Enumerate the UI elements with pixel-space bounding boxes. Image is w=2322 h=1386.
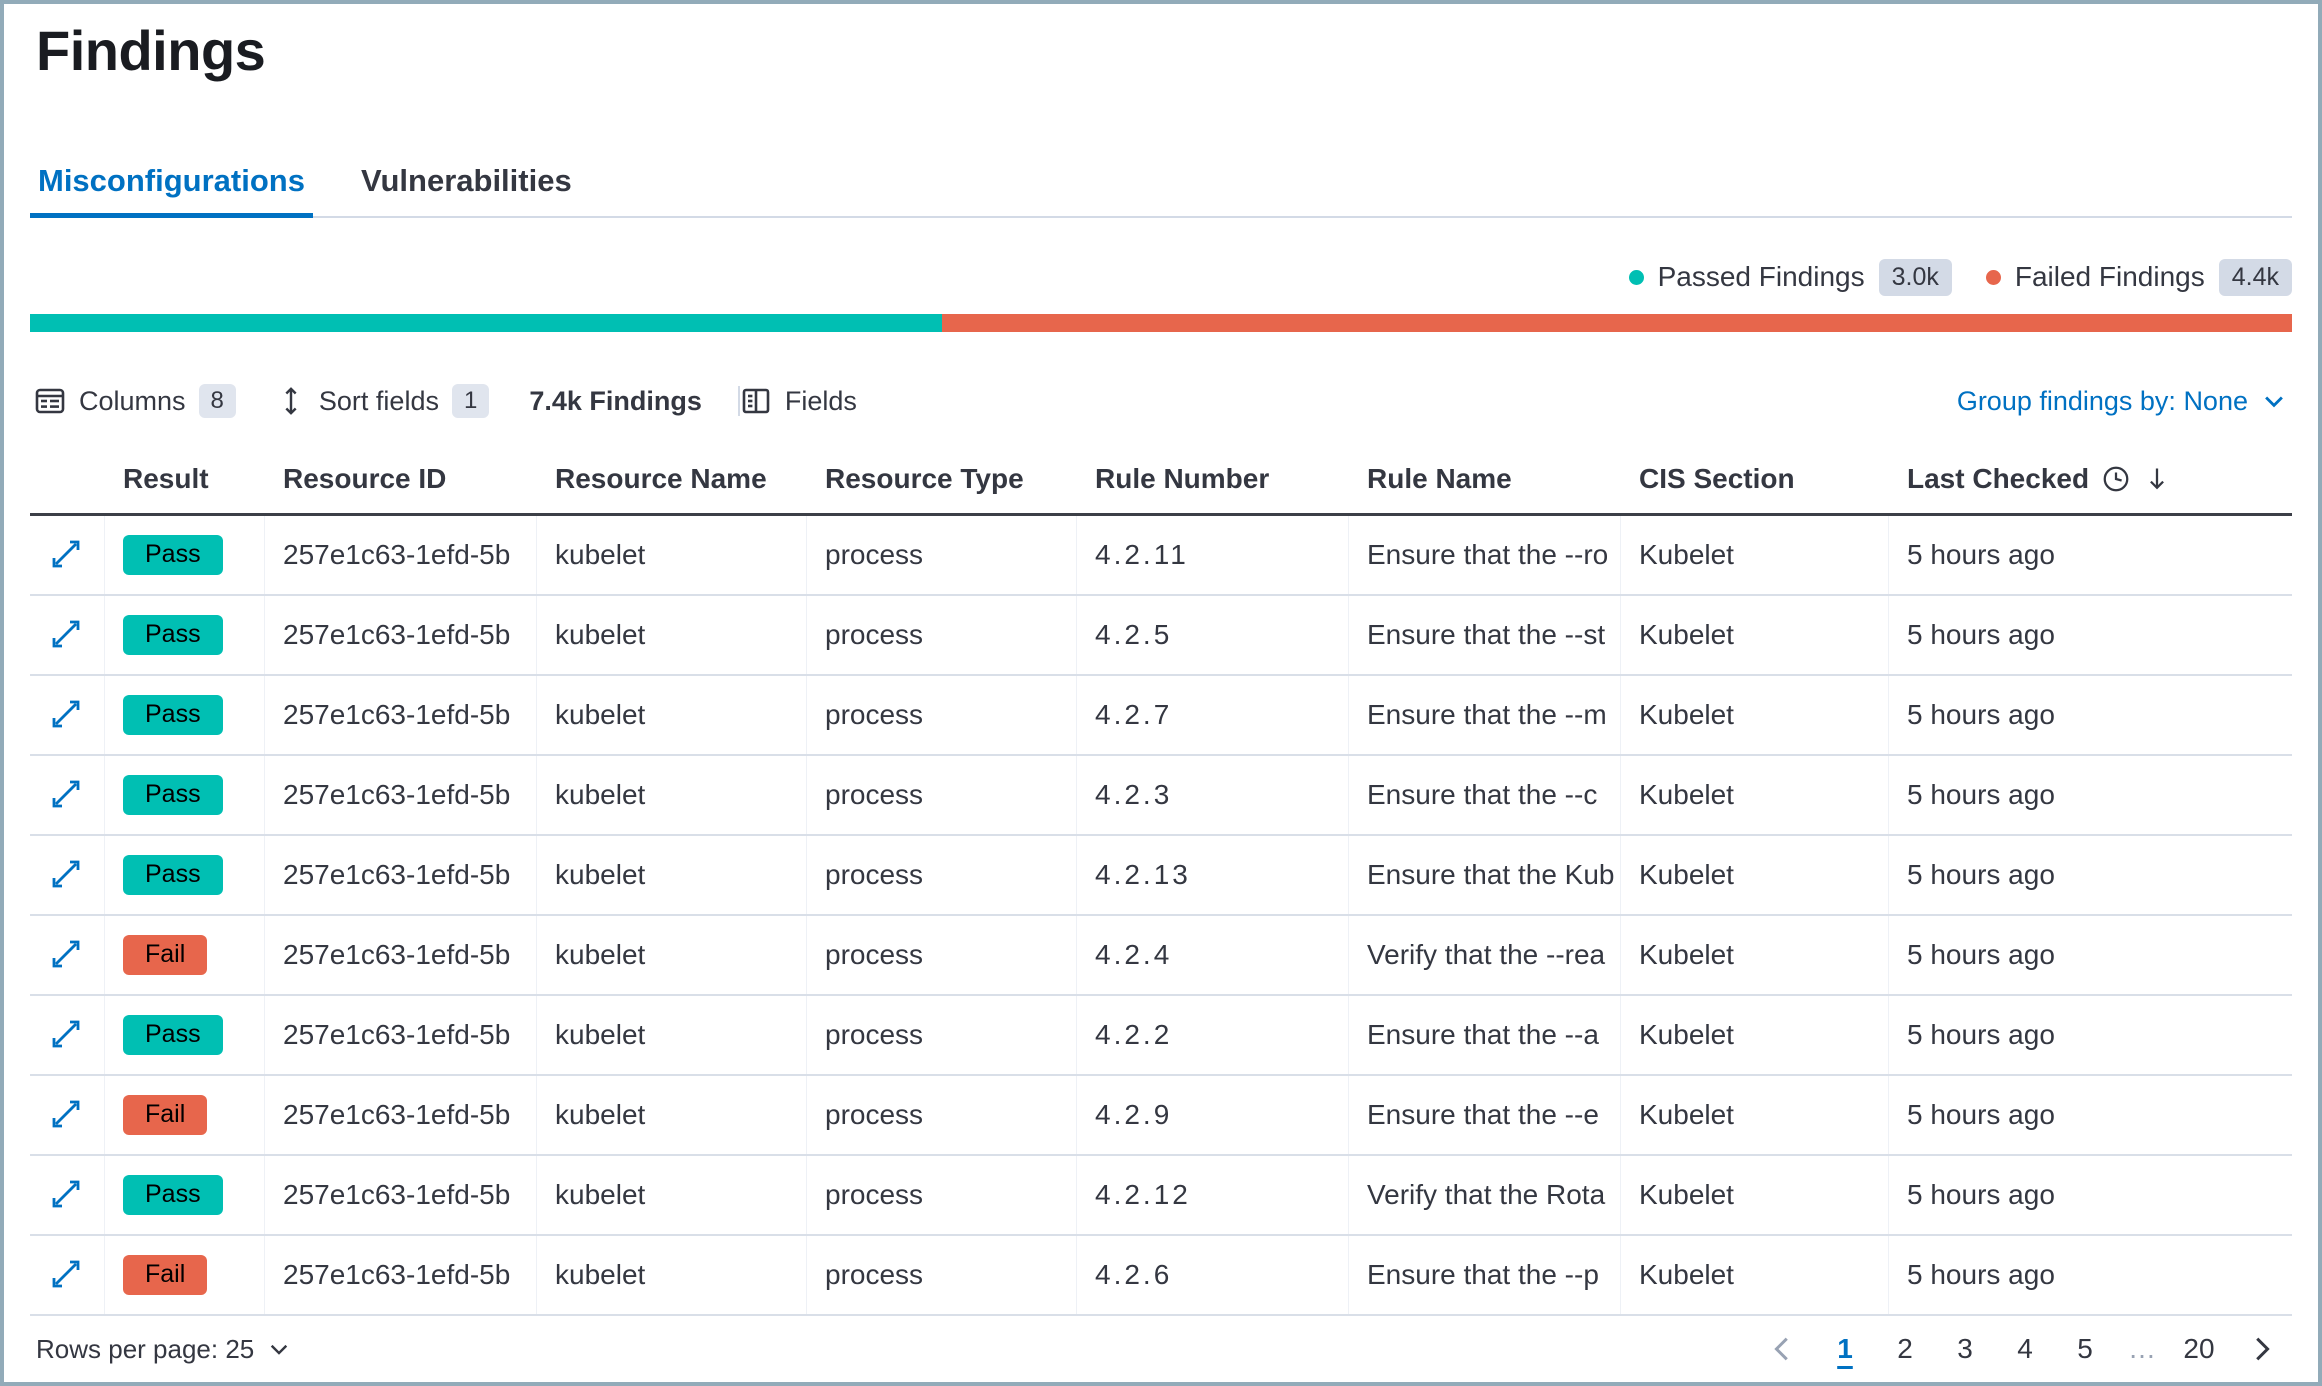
page-button-20[interactable]: 20 — [2176, 1326, 2222, 1372]
cell-rule-number[interactable]: 4.2.5 — [1077, 596, 1349, 674]
expand-row-button[interactable] — [44, 772, 88, 819]
passed-bar-segment[interactable] — [30, 314, 942, 332]
cell-result[interactable] — [105, 1076, 265, 1154]
cell-resource-id[interactable]: 257e1c63-1efd-5b — [265, 996, 537, 1074]
cell-expand — [30, 676, 105, 754]
result-badge: Fail — [123, 1095, 207, 1135]
findings-table — [30, 444, 2292, 1316]
cell-rule-number[interactable]: 4.2.11 — [1077, 516, 1349, 594]
cell-resource-name[interactable]: kubelet — [537, 1236, 807, 1314]
sort-arrows-icon — [276, 386, 306, 416]
cell-resource-type[interactable]: process — [807, 756, 1077, 834]
result-badge: Pass — [123, 775, 223, 815]
group-findings-by-dropdown[interactable] — [1957, 386, 2288, 417]
expand-row-button[interactable] — [44, 1012, 88, 1059]
sort-fields-button[interactable] — [276, 384, 489, 418]
chevron-right-icon — [2246, 1334, 2276, 1364]
cell-expand — [30, 996, 105, 1074]
expand-row-button[interactable] — [44, 1092, 88, 1139]
cell-cis-section[interactable]: Kubelet — [1621, 516, 1889, 594]
cell-rule-number[interactable]: 4.2.6 — [1077, 1236, 1349, 1314]
expand-row-button[interactable] — [44, 532, 88, 579]
expand-row-button[interactable] — [44, 932, 88, 979]
cell-expand — [30, 516, 105, 594]
cell-resource-name[interactable]: kubelet — [537, 916, 807, 994]
expand-icon — [50, 1098, 82, 1130]
expand-row-button[interactable] — [44, 612, 88, 659]
chevron-down-icon — [2260, 387, 2288, 415]
cell-result[interactable] — [105, 676, 265, 754]
cell-resource-id[interactable]: 257e1c63-1efd-5b — [265, 1156, 537, 1234]
cell-last-checked[interactable]: 5 hours ago — [1907, 779, 2055, 810]
cell-rule-name[interactable]: Ensure that the --a — [1349, 996, 1621, 1074]
cell-resource-type[interactable]: process — [807, 596, 1077, 674]
cell-resource-type[interactable]: process — [807, 996, 1077, 1074]
table-row — [30, 1156, 2292, 1236]
table-row — [30, 756, 2292, 836]
sort-desc-arrow-icon — [2143, 465, 2171, 493]
tab-vulnerabilities[interactable]: Vulnerabilities — [360, 163, 572, 198]
legend-item — [1629, 259, 1952, 296]
cell-rule-name[interactable]: Ensure that the Kub — [1349, 836, 1621, 914]
pagination — [1758, 1326, 2286, 1372]
cell-rule-name[interactable]: Ensure that the --st — [1349, 596, 1621, 674]
columns-grid-icon — [34, 385, 66, 417]
cell-expand — [30, 756, 105, 834]
table-row — [30, 596, 2292, 676]
result-badge: Pass — [123, 695, 223, 735]
cell-cis-section[interactable]: Kubelet — [1621, 1156, 1889, 1234]
page-button-2[interactable]: 2 — [1882, 1326, 1928, 1372]
legend-label: Passed Findings — [1657, 261, 1865, 292]
expand-icon — [50, 778, 82, 810]
result-badge: Pass — [123, 1015, 223, 1055]
cell-result[interactable] — [105, 996, 265, 1074]
cell-resource-name[interactable]: kubelet — [537, 836, 807, 914]
cell-resource-id[interactable]: 257e1c63-1efd-5b — [265, 596, 537, 674]
cell-last-checked[interactable]: 5 hours ago — [1907, 939, 2055, 970]
legend-count-badge: 3.0k — [1879, 259, 1952, 296]
cell-rule-name[interactable]: Ensure that the --e — [1349, 1076, 1621, 1154]
header-rule-number[interactable]: Rule Number — [1095, 462, 1270, 494]
expand-icon — [50, 1258, 82, 1290]
pass-fail-distribution-bar — [30, 314, 2292, 332]
cell-resource-id[interactable]: 257e1c63-1efd-5b — [265, 836, 537, 914]
table-row — [30, 1236, 2292, 1316]
legend-dot-icon — [1629, 270, 1644, 285]
sort-fields-label: Sort fields — [318, 385, 439, 416]
chevron-left-icon — [1768, 1334, 1798, 1364]
cell-rule-name[interactable]: Ensure that the --m — [1349, 676, 1621, 754]
cell-cis-section[interactable]: Kubelet — [1621, 1076, 1889, 1154]
cell-last-checked[interactable]: 5 hours ago — [1907, 1099, 2055, 1130]
cell-resource-type[interactable]: process — [807, 836, 1077, 914]
cell-resource-name[interactable]: kubelet — [537, 756, 807, 834]
tab-bar — [30, 160, 2292, 218]
cell-expand — [30, 836, 105, 914]
cell-rule-name[interactable]: Verify that the --rea — [1349, 916, 1621, 994]
legend-dot-icon — [1986, 270, 2001, 285]
cell-rule-number[interactable]: 4.2.9 — [1077, 1076, 1349, 1154]
header-rule-name[interactable]: Rule Name — [1367, 462, 1512, 494]
cell-result[interactable] — [105, 1236, 265, 1314]
cell-resource-name[interactable]: kubelet — [537, 596, 807, 674]
cell-rule-name[interactable]: Ensure that the --c — [1349, 756, 1621, 834]
cell-expand — [30, 916, 105, 994]
fields-label: Fields — [784, 385, 857, 416]
cell-rule-number[interactable]: 4.2.4 — [1077, 916, 1349, 994]
cell-resource-type[interactable]: process — [807, 1236, 1077, 1314]
columns-selector-button[interactable] — [34, 384, 236, 418]
header-resource-id[interactable]: Resource ID — [283, 462, 447, 494]
clock-icon — [2101, 464, 2131, 494]
page-button-1[interactable]: 1 — [1822, 1326, 1868, 1372]
cell-cis-section[interactable]: Kubelet — [1621, 756, 1889, 834]
expand-row-button[interactable] — [44, 692, 88, 739]
cell-resource-type[interactable]: process — [807, 916, 1077, 994]
cell-resource-name[interactable]: kubelet — [537, 516, 807, 594]
cell-rule-number[interactable]: 4.2.13 — [1077, 836, 1349, 914]
findings-distribution-legend — [30, 256, 2292, 298]
header-last-checked[interactable]: Last Checked — [1889, 463, 2292, 495]
sort-fields-count-badge: 1 — [452, 384, 489, 418]
cell-last-checked[interactable]: 5 hours ago — [1907, 1019, 2055, 1050]
cell-result[interactable] — [105, 836, 265, 914]
cell-cis-section[interactable]: Kubelet — [1621, 596, 1889, 674]
cell-resource-type[interactable]: process — [807, 1076, 1077, 1154]
cell-resource-id[interactable]: 257e1c63-1efd-5b — [265, 1076, 537, 1154]
cell-expand — [30, 1076, 105, 1154]
result-badge: Pass — [123, 1175, 223, 1215]
findings-count: 7.4k Findings — [529, 385, 702, 416]
cell-resource-type[interactable]: process — [807, 516, 1077, 594]
table-row — [30, 916, 2292, 996]
table-row — [30, 1076, 2292, 1156]
previous-page-button[interactable] — [1758, 1330, 1808, 1368]
cell-resource-type[interactable]: process — [807, 1156, 1077, 1234]
rows-per-page-dropdown[interactable] — [36, 1334, 292, 1365]
cell-result[interactable] — [105, 516, 265, 594]
cell-expand — [30, 596, 105, 674]
cell-last-checked[interactable]: 5 hours ago — [1907, 539, 2055, 570]
cell-resource-name[interactable]: kubelet — [537, 676, 807, 754]
fields-panel-icon — [740, 385, 772, 417]
rows-per-page-label: Rows per page: 25 — [36, 1333, 255, 1364]
result-badge: Fail — [123, 1255, 207, 1295]
cell-rule-name[interactable]: Ensure that the --p — [1349, 1236, 1621, 1314]
cell-resource-name[interactable]: kubelet — [537, 1076, 807, 1154]
cell-expand — [30, 1236, 105, 1314]
expand-icon — [50, 1018, 82, 1050]
cell-resource-type[interactable]: process — [807, 676, 1077, 754]
failed-bar-segment[interactable] — [942, 314, 2292, 332]
result-badge: Fail — [123, 935, 207, 975]
cell-cis-section[interactable]: Kubelet — [1621, 996, 1889, 1074]
cell-resource-id[interactable]: 257e1c63-1efd-5b — [265, 516, 537, 594]
expand-icon — [50, 938, 82, 970]
table-body — [30, 516, 2292, 1316]
cell-last-checked[interactable]: 5 hours ago — [1907, 619, 2055, 650]
header-resource-name[interactable]: Resource Name — [555, 462, 767, 494]
legend-item — [1986, 259, 2292, 296]
tab-misconfigurations[interactable]: Misconfigurations — [36, 160, 307, 216]
cell-resource-id[interactable]: 257e1c63-1efd-5b — [265, 916, 537, 994]
header-cis-section[interactable]: CIS Section — [1639, 462, 1795, 494]
cell-cis-section[interactable]: Kubelet — [1621, 916, 1889, 994]
expand-icon — [50, 538, 82, 570]
table-footer — [30, 1316, 2292, 1382]
cell-resource-id[interactable]: 257e1c63-1efd-5b — [265, 756, 537, 834]
group-findings-by-label: Group findings by: None — [1956, 385, 2248, 416]
cell-result[interactable] — [105, 916, 265, 994]
pagination-ellipsis: … — [2128, 1333, 2156, 1364]
fields-button[interactable] — [740, 385, 857, 417]
cell-rule-name[interactable]: Verify that the Rota — [1349, 1156, 1621, 1234]
result-badge: Pass — [123, 615, 223, 655]
cell-resource-name[interactable]: kubelet — [537, 996, 807, 1074]
cell-cis-section[interactable]: Kubelet — [1621, 836, 1889, 914]
table-header-row — [30, 444, 2292, 516]
cell-result[interactable] — [105, 596, 265, 674]
cell-cis-section[interactable]: Kubelet — [1621, 1236, 1889, 1314]
result-badge: Pass — [123, 535, 223, 575]
table-row — [30, 996, 2292, 1076]
expand-row-button[interactable] — [44, 1252, 88, 1299]
page-button-3[interactable]: 3 — [1942, 1326, 1988, 1372]
page-button-5[interactable]: 5 — [2062, 1326, 2108, 1372]
cell-resource-id[interactable]: 257e1c63-1efd-5b — [265, 1236, 537, 1314]
header-result[interactable]: Result — [123, 462, 209, 494]
columns-count-badge: 8 — [199, 384, 236, 418]
cell-rule-number[interactable]: 4.2.2 — [1077, 996, 1349, 1074]
page-title: Findings — [36, 19, 266, 82]
datagrid-toolbar — [30, 378, 2292, 424]
cell-last-checked[interactable]: 5 hours ago — [1907, 699, 2055, 730]
expand-row-button[interactable] — [44, 852, 88, 899]
cell-last-checked[interactable]: 5 hours ago — [1907, 859, 2055, 890]
cell-resource-id[interactable]: 257e1c63-1efd-5b — [265, 676, 537, 754]
columns-label: Columns — [79, 385, 186, 416]
result-badge: Pass — [123, 855, 223, 895]
page-button-4[interactable]: 4 — [2002, 1326, 2048, 1372]
chevron-down-icon — [266, 1336, 292, 1362]
cell-rule-number[interactable]: 4.2.3 — [1077, 756, 1349, 834]
expand-row-button[interactable] — [44, 1172, 88, 1219]
legend-count-badge: 4.4k — [2219, 259, 2292, 296]
cell-last-checked[interactable]: 5 hours ago — [1907, 1179, 2055, 1210]
next-page-button[interactable] — [2236, 1330, 2286, 1368]
cell-resource-name[interactable]: kubelet — [537, 1156, 807, 1234]
table-row — [30, 676, 2292, 756]
table-row — [30, 836, 2292, 916]
cell-rule-number[interactable]: 4.2.12 — [1077, 1156, 1349, 1234]
cell-cis-section[interactable]: Kubelet — [1621, 676, 1889, 754]
expand-icon — [50, 1178, 82, 1210]
cell-last-checked[interactable]: 5 hours ago — [1907, 1259, 2055, 1290]
cell-rule-name[interactable]: Ensure that the --ro — [1349, 516, 1621, 594]
cell-rule-number[interactable]: 4.2.7 — [1077, 676, 1349, 754]
cell-result[interactable] — [105, 756, 265, 834]
expand-icon — [50, 618, 82, 650]
header-resource-type[interactable]: Resource Type — [825, 462, 1024, 494]
expand-icon — [50, 858, 82, 890]
legend-label: Failed Findings — [2014, 261, 2205, 292]
cell-result[interactable] — [105, 1156, 265, 1234]
table-row — [30, 516, 2292, 596]
expand-icon — [50, 698, 82, 730]
cell-expand — [30, 1156, 105, 1234]
